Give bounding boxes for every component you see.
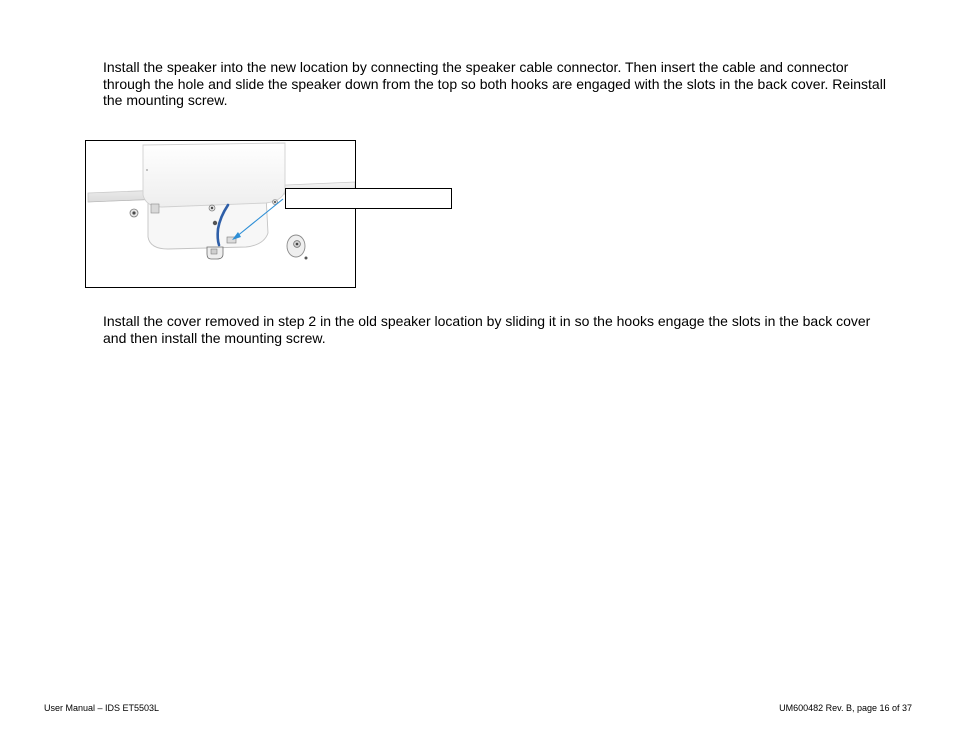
footer-page-number: UM600482 Rev. B, page 16 of 37 <box>779 703 912 713</box>
speaker-install-illustration <box>86 141 355 287</box>
instruction-cover-install: Install the cover removed in step 2 in the old speaker location by sliding it in so the hooks engage the slots in the back cover and then install the mounting screw. <box>103 313 871 346</box>
footer-document-title: User Manual – IDS ET5503L <box>44 703 160 713</box>
instruction-speaker-install: Install the speaker into the new location by connecting the speaker cable connector. Then insert the cable and connector through the hole and slide the speaker down from the top so both hooks are engaged with the slots in the back cover. Reinstall the mounting screw. <box>103 59 886 108</box>
callout-label-box <box>285 188 452 209</box>
speaker-install-figure <box>85 140 356 288</box>
